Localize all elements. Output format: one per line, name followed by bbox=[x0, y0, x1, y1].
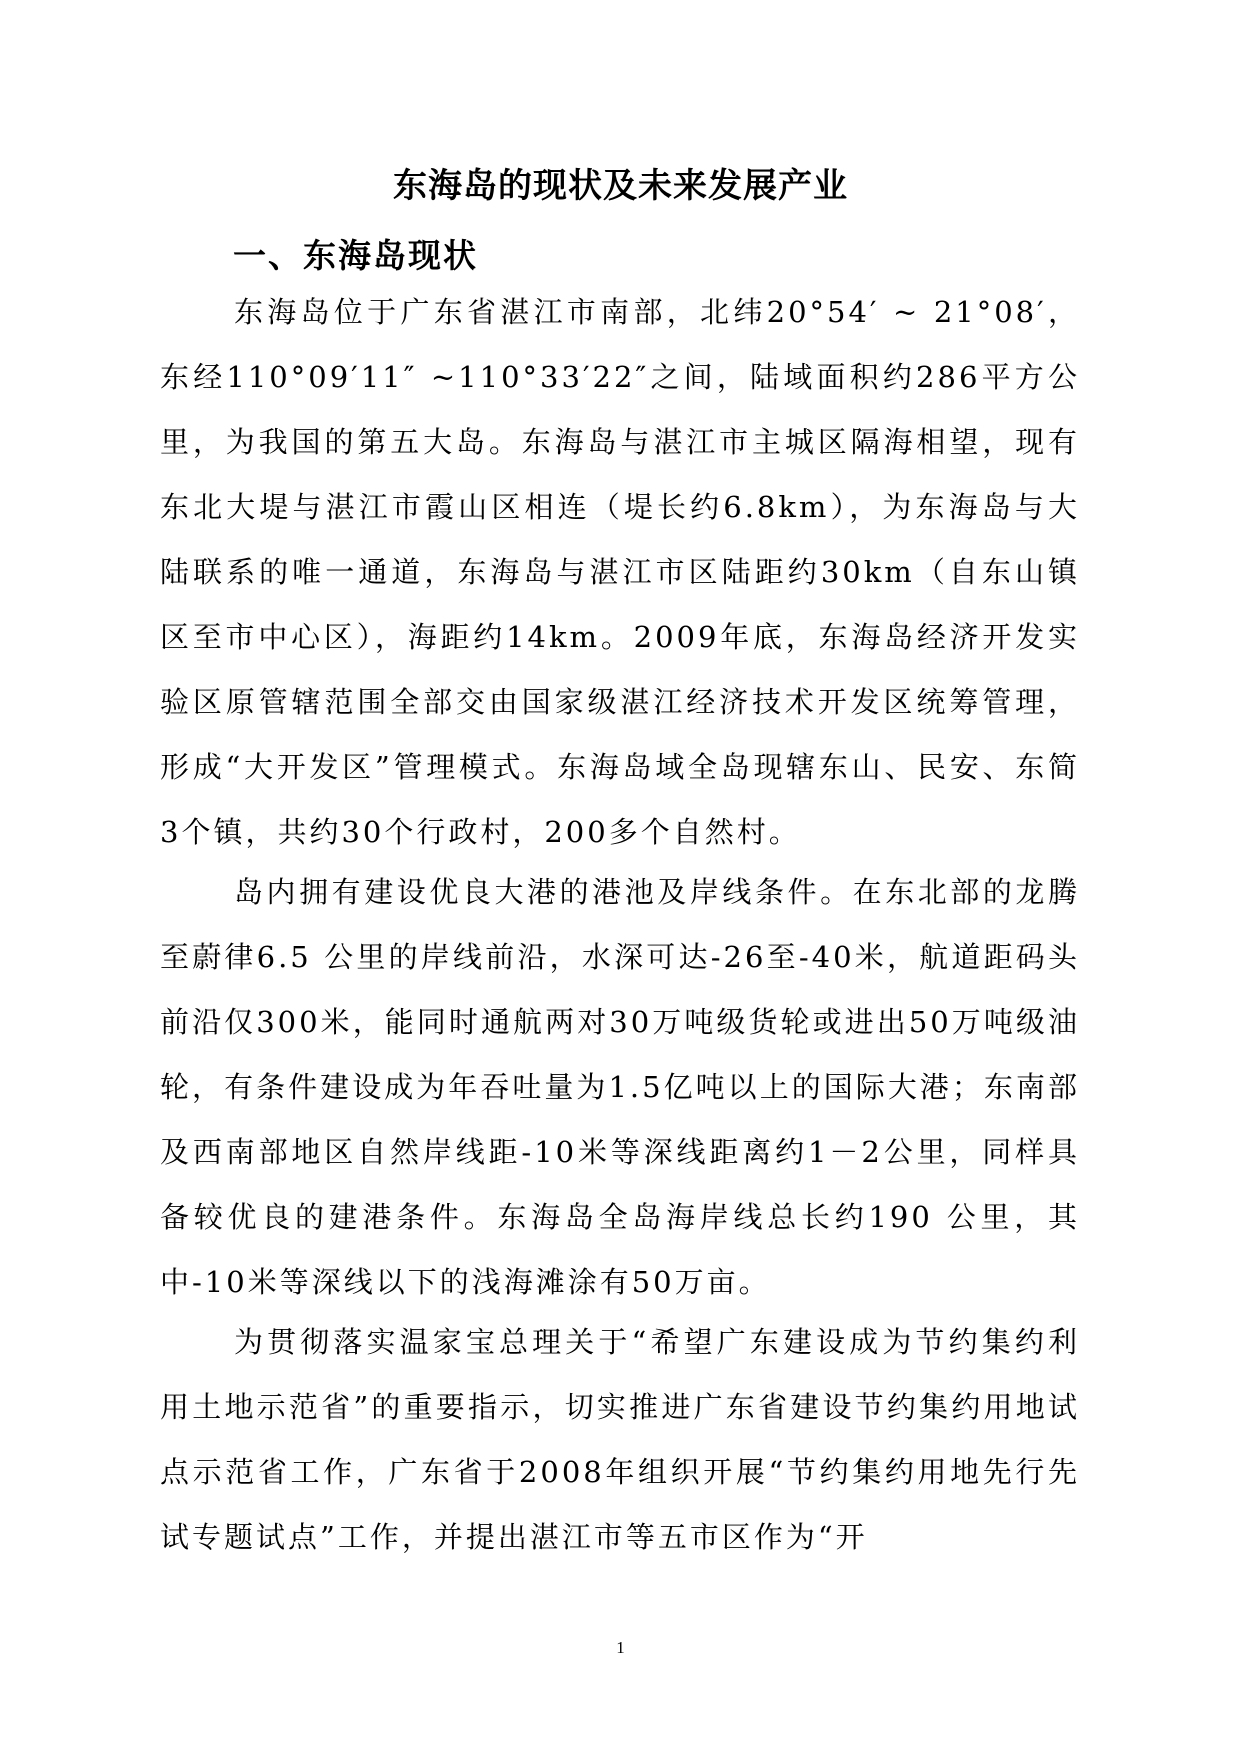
document-title: 东海岛的现状及未来发展产业 bbox=[393, 166, 848, 206]
section-heading: 一、东海岛现状 bbox=[233, 236, 478, 275]
page-number: 1 bbox=[616, 1638, 625, 1657]
paragraph: 岛内拥有建设优良大港的港池及岸线条件。在东北部的龙腾至蔚律6.5 公里的岸线前沿，水深可达-26至-40米，航道距码头前沿仅300米，能同时通航两对30万吨级货轮或进出50万吨级油轮，有条件建设成为年吞吐量为1.5亿吨以上的国际大港；东南部及西南部地区自然岸线距-10米等深线距离约1－2公里，同样具备较优良的建港条件。东海岛全岛海岸线总长约190 公里，其中-10米等深线以下的浅海滩涂有50万亩。 bbox=[160, 875, 1080, 1299]
paragraph: 为贯彻落实温家宝总理关于“希望广东建设成为节约集约利用土地示范省”的重要指示，切实推进广东省建设节约集约用地试点示范省工作，广东省于2008年组织开展“节约集约用地先行先试专题试点”工作，并提出湛江市等五市区作为“开 bbox=[160, 1325, 1080, 1554]
paragraph: 东海岛位于广东省湛江市南部，北纬20°54′ ~ 21°08′，东经110°09′11″ ~110°33′22″之间，陆域面积约286平方公里，为我国的第五大岛。东海岛与湛江市主城区隔海相望，现有东北大堤与湛江市霞山区相连（堤长约6.8km），为东海岛与大陆联系的唯一通道，东海岛与湛江市区陆距约30km（自东山镇区至市中心区），海距约14km。2009年底，东海岛经济开发实验区原管辖范围全部交由国家级湛江经济技术开发区统筹管理，形成“大开发区”管理模式。东海岛域全岛现辖东山、民安、东简3个镇，共约30个行政村，200多个自然村。 bbox=[160, 295, 1080, 849]
